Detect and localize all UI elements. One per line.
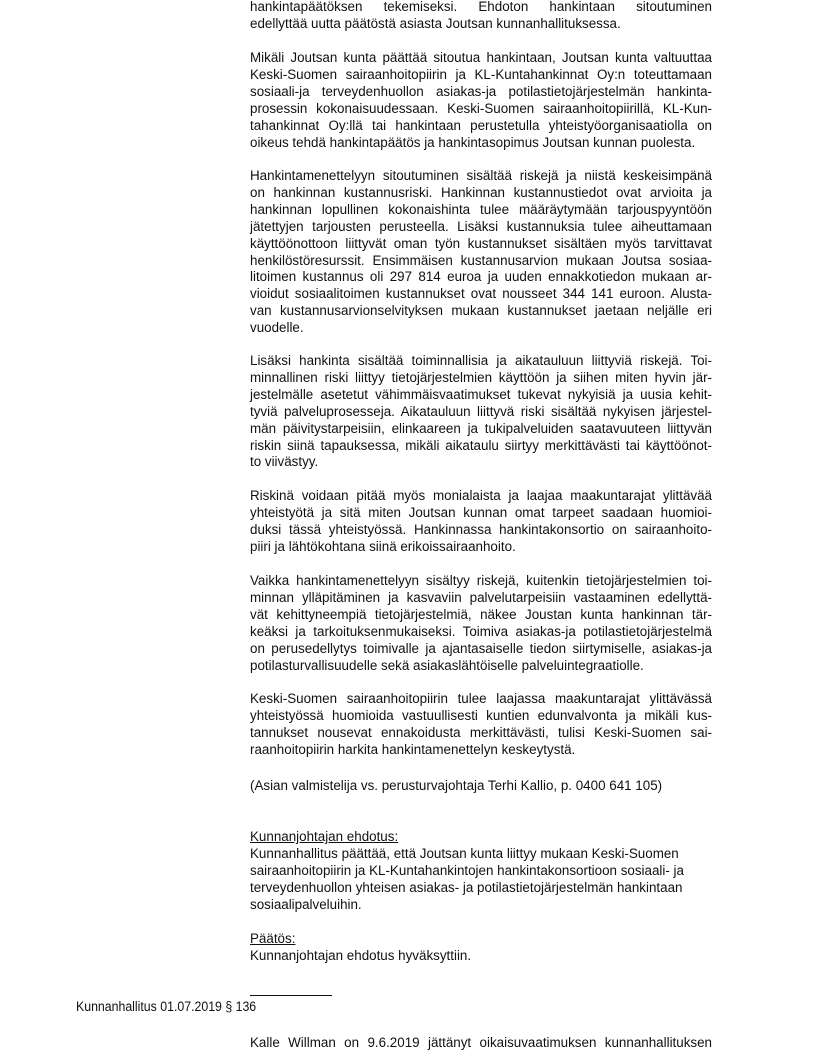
text-line: Mikäli Joutsan kunta päättää sitoutua hankintaan, Joutsan kunta valtuuttaa xyxy=(250,50,712,65)
text-line: keäksi ja tarkoituksenmukaiseksi. Toimiva asiakas-ja potilastietojärjestelmä xyxy=(250,623,712,639)
text-line: van kustannusarvionselvityksen mukaan kustannukset jaetaan neljälle eri xyxy=(250,303,712,319)
text-line: yhteistyössä huomioida vastuullisesti kuntien edunvalvonta ja mikäli kus- xyxy=(250,707,712,723)
text-line: minnan ylläpitäminen ja kasvaviin palvelutarpeisiin vastaaminen edellyttä- xyxy=(250,589,712,605)
text-line: tannukset nousevat ennakoidusta merkittävästi, tulisi Keski-Suomen sai- xyxy=(250,724,712,740)
text-line: piiri ja lähtökohtana siinä erikoissairaanhoito. xyxy=(250,538,516,554)
text-line: raanhoitopiirin harkita hankintamenettelyn keskeytystä. xyxy=(250,741,576,757)
text-line: prosessin kokonaisuudessaan. Keski-Suomen sairaanhoitopiirillä, KL-Kun- xyxy=(250,100,712,116)
text-line: tahankinnat Oy:llä tai hankintaan perustetulla yhteistyöorganisaatiolla on xyxy=(250,117,712,133)
paragraph-operational-risk xyxy=(250,353,712,471)
text-line: duksi tässä yhteistyössä. Hankinnassa hankintakonsortio on sairaanhoito- xyxy=(250,521,712,537)
text-line: riskin siinä tapauksessa, mikäli aikataulu siirtyy merkittävästi tai käyttöönot- xyxy=(250,437,712,453)
text-line: Kunnanhallitus päättää, että Joutsan kunta liittyy mukaan Keski-Suomen xyxy=(250,845,679,861)
paragraph xyxy=(250,488,712,556)
text-line: minnallinen riski liittyy tietojärjestelmien käyttöön ja siihen miten hyvin jär- xyxy=(250,369,712,385)
text-line: edellyttää uutta päätöstä asiasta Joutsan kunnanhallituksessa. xyxy=(250,15,621,31)
paragraph xyxy=(250,0,712,33)
proposal-heading: Kunnanjohtajan ehdotus: xyxy=(250,829,399,844)
paragraph xyxy=(250,573,712,674)
text-line: potilasturvallisuudelle sekä asiakaslähtöiselle palveluintegraatiolle. xyxy=(250,657,644,673)
text-line: jätettyjen tarjousten perusteella. Lisäksi kustannuksia tulee aiheuttamaan xyxy=(250,218,712,234)
text-line: Riskinä voidaan pitää myös monialaista ja laajaa maakuntarajat ylittävää xyxy=(250,488,712,503)
text-line: vät kehittyneempiä tietojärjestelmiä, näkee Joustan kunta hankinnan tär- xyxy=(250,606,712,622)
text-line: terveydenhuollon yhteisen asiakas- ja potilastietojärjestelmän hankintaan xyxy=(250,879,683,895)
text-line: män päivitystarpeisiin, elinkaareen ja tukipalveluiden saatavuuteen liittyvän xyxy=(250,420,712,436)
text-line: Vaikka hankintamenettelyyn sisältyy riskejä, kuitenkin tietojärjestelmien toi- xyxy=(250,573,712,588)
paragraph-cooperation-risk xyxy=(250,488,712,556)
section-divider xyxy=(250,995,332,996)
text-line: hankintapäätöksen tekemiseksi. Ehdoton hankintaan sitoutuminen xyxy=(250,0,712,14)
paragraph xyxy=(250,691,712,759)
text-line: Keski-Suomen sairaanhoitopiirin tulee laajassa maakuntarajat ylittävässä xyxy=(250,691,712,706)
text-line: tyviä palveluprosesseja. Aikatauluun liittyvä riski sisältää nykyisen järjestel- xyxy=(250,403,712,419)
next-section-first-line: Kalle Willman on 9.6.2019 jättänyt oikaisuvaatimuksen kunnanhallituksen xyxy=(250,1035,712,1050)
mayor-proposal-section xyxy=(250,829,712,914)
preparer-note xyxy=(250,778,712,795)
meeting-reference: Kunnanhallitus 01.07.2019 § 136 xyxy=(76,999,257,1014)
text-line: Hankintamenettelyyn sitoutuminen sisältää riskejä ja niistä keskeisimpänä xyxy=(250,168,712,183)
decision-text: Kunnanjohtajan ehdotus hyväksyttiin. xyxy=(250,947,472,963)
paragraph-procurement-decision xyxy=(250,0,712,33)
text-line: yhteistyötä ja sitä miten Joutsan kunnan omat tarpeet saadaan huomioi- xyxy=(250,504,712,520)
proposal-text xyxy=(250,846,712,914)
preparer-note-text: (Asian valmistelija vs. perusturvajohtaja Terhi Kallio, p. 0400 641 105) xyxy=(250,778,663,793)
text-line: litoimen kustannus oli 297 814 euroa ja uuden ennakkotiedon mukaan ar- xyxy=(250,269,712,285)
text-line: vioidut sosiaalitoimen kustannukset ovat nousseet 344 141 euroon. Alusta- xyxy=(250,286,712,302)
paragraph-justification xyxy=(250,573,712,674)
text-line: to viivästyy. xyxy=(250,454,319,470)
paragraph-mandate xyxy=(250,50,712,151)
text-line: on perusedellytys toimivalle ja ajantasaiselle tiedon siirtymiselle, asiakas-ja xyxy=(250,640,712,656)
text-line: oikeus tehdä hankintapäätös ja hankintasopimus Joutsan kunnan puolesta. xyxy=(250,134,696,150)
text-line: käyttöönottoon liittyvät oman työn kustannukset sisältäen myös tarvittavat xyxy=(250,235,712,251)
text-line: sairaanhoitopiirin ja KL-Kuntahankintojen hankintakonsortioon sosiaali- ja xyxy=(250,862,684,878)
paragraph-hospital-district xyxy=(250,691,712,759)
decision-heading: Päätös: xyxy=(250,931,296,946)
paragraph xyxy=(250,50,712,151)
decision-section xyxy=(250,931,712,965)
paragraph-cost-risk xyxy=(250,168,712,337)
text-line: vuodelle. xyxy=(250,320,304,336)
text-line: sosiaali-ja terveydenhuollon asiakas-ja potilastietojärjestelmän hankinta- xyxy=(250,83,712,99)
text-line: Lisäksi hankinta sisältää toiminnallisia ja aikatauluun liittyviä riskejä. Toi- xyxy=(250,353,712,368)
text-line: sosiaalipalveluihin. xyxy=(250,896,362,912)
paragraph xyxy=(250,353,712,471)
text-line: henkilöstöresurssit. Ensimmäisen kustannusarvion mukaan Joutsa sosiaa- xyxy=(250,252,712,268)
text-line: jestelmälle asetetut vähimmäisvaatimukset tukevat nykyisiä ja uusia kehit- xyxy=(250,386,712,402)
text-line: hankinnan lopullinen kokonaishinta tulee määräytymään tarjouspyyntöön xyxy=(250,201,712,217)
text-line: Keski-Suomen sairaanhoitopiirin ja KL-Kuntahankinnat Oy:n toteuttamaan xyxy=(250,66,712,82)
text-line: on hankinnan kustannusriski. Hankinnan kustannustiedot ovat arvioita ja xyxy=(250,184,712,200)
paragraph xyxy=(250,168,712,337)
